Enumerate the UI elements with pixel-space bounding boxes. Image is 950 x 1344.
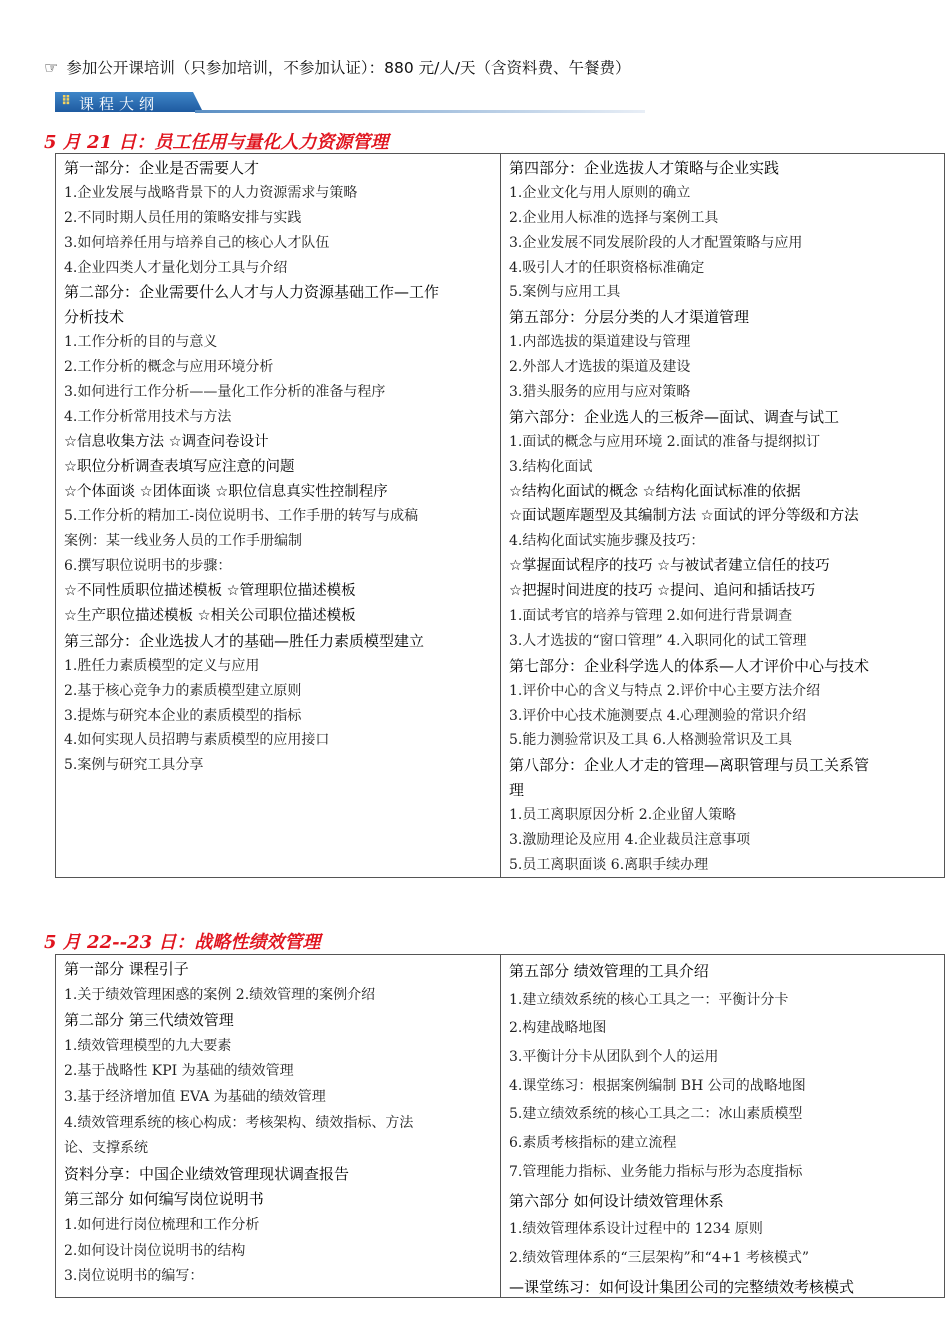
outline-item: 5.能力测验常识及工具 6.人格测验常识及工具 <box>509 732 793 749</box>
day1-outline-table <box>55 153 945 878</box>
outline-item: 2.不同时期人员任用的策略安排与实践 <box>64 209 302 226</box>
outline-item: 4.工作分析常用技术与方法 <box>64 408 232 425</box>
section-heading: 资料分享：中国企业绩效管理现状调查报告 <box>64 1164 350 1183</box>
outline-item: 7.管理能力指标、业务能力指标与形为态度指标 <box>509 1163 803 1180</box>
bullet-item: ☆个体面谈 ☆团体面谈 ☆职位信息真实性控制程序 <box>64 483 388 500</box>
course-outline-banner <box>55 90 645 114</box>
outline-item: 1.企业发展与战略背景下的人力资源需求与策略 <box>64 184 358 201</box>
bullet-item: ☆信息收集方法 ☆调查问卷设计 <box>64 433 269 450</box>
outline-item: 3.提炼与研究本企业的素质模型的指标 <box>64 707 302 724</box>
section-heading: —课堂练习：如何设计集团公司的完整绩效考核模式 <box>509 1277 855 1296</box>
banner-title: 课程大纲 <box>79 95 160 113</box>
section-heading: 第八部分：企业人才走的管理—离职管理与员工关系管 <box>509 756 870 775</box>
outline-item: 1.企业文化与用人原则的确立 <box>509 184 691 201</box>
outline-item: 4.吸引人才的任职资格标准确定 <box>509 259 705 276</box>
intro-text: 参加公开课培训（只参加培训，不参加认证）：880 元/人/天（含资料费、午餐费） <box>66 59 631 77</box>
day2-title: 5 月 22--23 日：战略性绩效管理 <box>44 932 321 953</box>
outline-item: 5.案例与应用工具 <box>509 284 621 301</box>
outline-item: 1.评价中心的含义与特点 2.评价中心主要方法介绍 <box>509 682 821 699</box>
outline-item: 5.建立绩效系统的核心工具之二：冰山素质模型 <box>509 1106 803 1123</box>
section-heading: 第五部分：分层分类的人才渠道管理 <box>509 308 750 327</box>
bullet-item: ☆生产职位描述模板 ☆相关公司职位描述模板 <box>64 608 356 625</box>
outline-item: 2.绩效管理体系的“三层架构”和“4+1 考核模式” <box>509 1249 809 1266</box>
day2-left-column <box>56 955 500 1297</box>
outline-item: 2.工作分析的概念与应用环境分析 <box>64 359 274 376</box>
outline-item: 1.如何进行岗位梳理和工作分析 <box>64 1216 260 1233</box>
outline-item: 1.胜任力素质模型的定义与应用 <box>64 657 260 674</box>
outline-item: 5.工作分析的精加工-岗位说明书、工作手册的转写与成稿 <box>64 508 419 525</box>
outline-item: 3.企业发展不同发展阶段的人才配置策略与应用 <box>509 234 803 251</box>
day1-right-column <box>500 154 944 877</box>
section-heading: 第三部分 如何编写岗位说明书 <box>64 1190 264 1209</box>
outline-item: 1.内部选拔的渠道建设与管理 <box>509 334 691 351</box>
day2-right-column <box>500 955 944 1297</box>
outline-item: 2.构建战略地图 <box>509 1020 607 1037</box>
outline-item: 2.外部人才选拔的渠道及建设 <box>509 359 691 376</box>
outline-item: 1.员工离职原因分析 2.企业留人策略 <box>509 807 737 824</box>
section-heading: 第一部分 课程引子 <box>64 960 189 978</box>
bullet-item: ☆掌握面试程序的技巧 ☆与被试者建立信任的技巧 <box>509 558 830 575</box>
outline-item: 3.如何进行工作分析——量化工作分析的准备与程序 <box>64 384 386 401</box>
outline-item: 3.岗位说明书的编写： <box>64 1268 204 1285</box>
section-heading: 第七部分：企业科学选人的体系—人才评价中心与技术 <box>509 656 870 675</box>
day1-title: 5 月 21 日：员工任用与量化人力资源管理 <box>44 132 389 153</box>
section-heading: 分析技术 <box>64 308 125 327</box>
outline-item: 3.结构化面试 <box>509 458 593 475</box>
outline-item: 1.面试的概念与应用环境 2.面试的准备与提纲拟订 <box>509 433 821 450</box>
outline-item: 3.人才选拔的“窗口管理” 4.入职同化的试工管理 <box>509 632 807 649</box>
section-heading: 第六部分 如何设计绩效管理休系 <box>509 1191 724 1210</box>
outline-item: 3.平衡计分卡从团队到个人的运用 <box>509 1049 719 1066</box>
section-heading: 第六部分：企业选人的三板斧—面试、调查与试工 <box>509 407 840 426</box>
grid-dots-icon: ⠿ <box>61 94 72 109</box>
bullet-item: ☆结构化面试的概念 ☆结构化面试标准的依据 <box>509 483 801 500</box>
outline-item: 3.激励理论及应用 4.企业裁员注意事项 <box>509 832 751 849</box>
outline-item: 1.绩效管理模型的九大要素 <box>64 1037 232 1054</box>
outline-item: 论、支撑系统 <box>64 1140 148 1157</box>
outline-item: 5.案例与研究工具分享 <box>64 757 204 774</box>
banner-underline <box>195 110 645 113</box>
section-heading: 第二部分：企业需要什么人才与人力资源基础工作—工作 <box>64 283 440 302</box>
outline-item: 1.关于绩效管理困惑的案例 2.绩效管理的案例介绍 <box>64 986 376 1003</box>
outline-item: 1.面试考官的培养与管理 2.如何进行背景调查 <box>509 608 793 625</box>
day1-left-column <box>56 154 500 877</box>
outline-item: 5.员工离职面谈 6.离职手续办理 <box>509 856 709 873</box>
outline-item: 2.基于核心竞争力的素质模型建立原则 <box>64 682 302 699</box>
outline-item: 1.绩效管理体系设计过程中的 1234 原则 <box>509 1221 763 1238</box>
bullet-item: ☆职位分析调查表填写应注意的问题 <box>64 458 295 475</box>
section-heading: 理 <box>509 781 525 800</box>
outline-item: 3.评价中心技术施测要点 4.心理测验的常识介绍 <box>509 707 807 724</box>
outline-item: 4.企业四类人才量化划分工具与介绍 <box>64 259 288 276</box>
outline-item: 4.绩效管理系统的核心构成：考核架构、绩效指标、方法 <box>64 1114 414 1131</box>
outline-item: 3.基于经济增加值 EVA 为基础的绩效管理 <box>64 1088 326 1105</box>
outline-item: 1.建立绩效系统的核心工具之一：平衡计分卡 <box>509 991 789 1008</box>
intro-fee-line <box>44 56 631 78</box>
outline-item: 6.撰写职位说明书的步骤： <box>64 558 232 575</box>
pointing-hand-icon: ☞ <box>44 58 59 77</box>
section-heading: 第二部分 第三代绩效管理 <box>64 1011 234 1030</box>
outline-item: 2.企业用人标准的选择与案例工具 <box>509 209 719 226</box>
section-heading: 第一部分：企业是否需要人才 <box>64 159 260 177</box>
outline-item: 3.猎头服务的应用与应对策略 <box>509 384 691 401</box>
bullet-item: ☆不同性质职位描述模板 ☆管理职位描述模板 <box>64 583 356 600</box>
section-heading: 第五部分 绩效管理的工具介绍 <box>509 962 709 980</box>
outline-item: 2.基于战略性 KPI 为基础的绩效管理 <box>64 1063 294 1080</box>
outline-item: 案例：某一线业务人员的工作手册编制 <box>64 533 302 550</box>
outline-item: 4.结构化面试实施步骤及技巧： <box>509 533 705 550</box>
outline-item: 2.如何设计岗位说明书的结构 <box>64 1242 246 1259</box>
section-heading: 第四部分：企业选拔人才策略与企业实践 <box>509 159 780 177</box>
outline-item: 6.素质考核指标的建立流程 <box>509 1135 677 1152</box>
section-heading: 第三部分：企业选拔人才的基础—胜任力素质模型建立 <box>64 631 425 650</box>
bullet-item: ☆面试题库题型及其编制方法 ☆面试的评分等级和方法 <box>509 508 859 525</box>
outline-item: 1.工作分析的目的与意义 <box>64 334 218 351</box>
outline-item: 4.如何实现人员招聘与素质模型的应用接口 <box>64 732 330 749</box>
day2-outline-table <box>55 954 945 1298</box>
bullet-item: ☆把握时间进度的技巧 ☆提问、追问和插话技巧 <box>509 583 816 600</box>
outline-item: 4.课堂练习：根据案例编制 BH 公司的战略地图 <box>509 1077 806 1094</box>
outline-item: 3.如何培养任用与培养自己的核心人才队伍 <box>64 234 330 251</box>
